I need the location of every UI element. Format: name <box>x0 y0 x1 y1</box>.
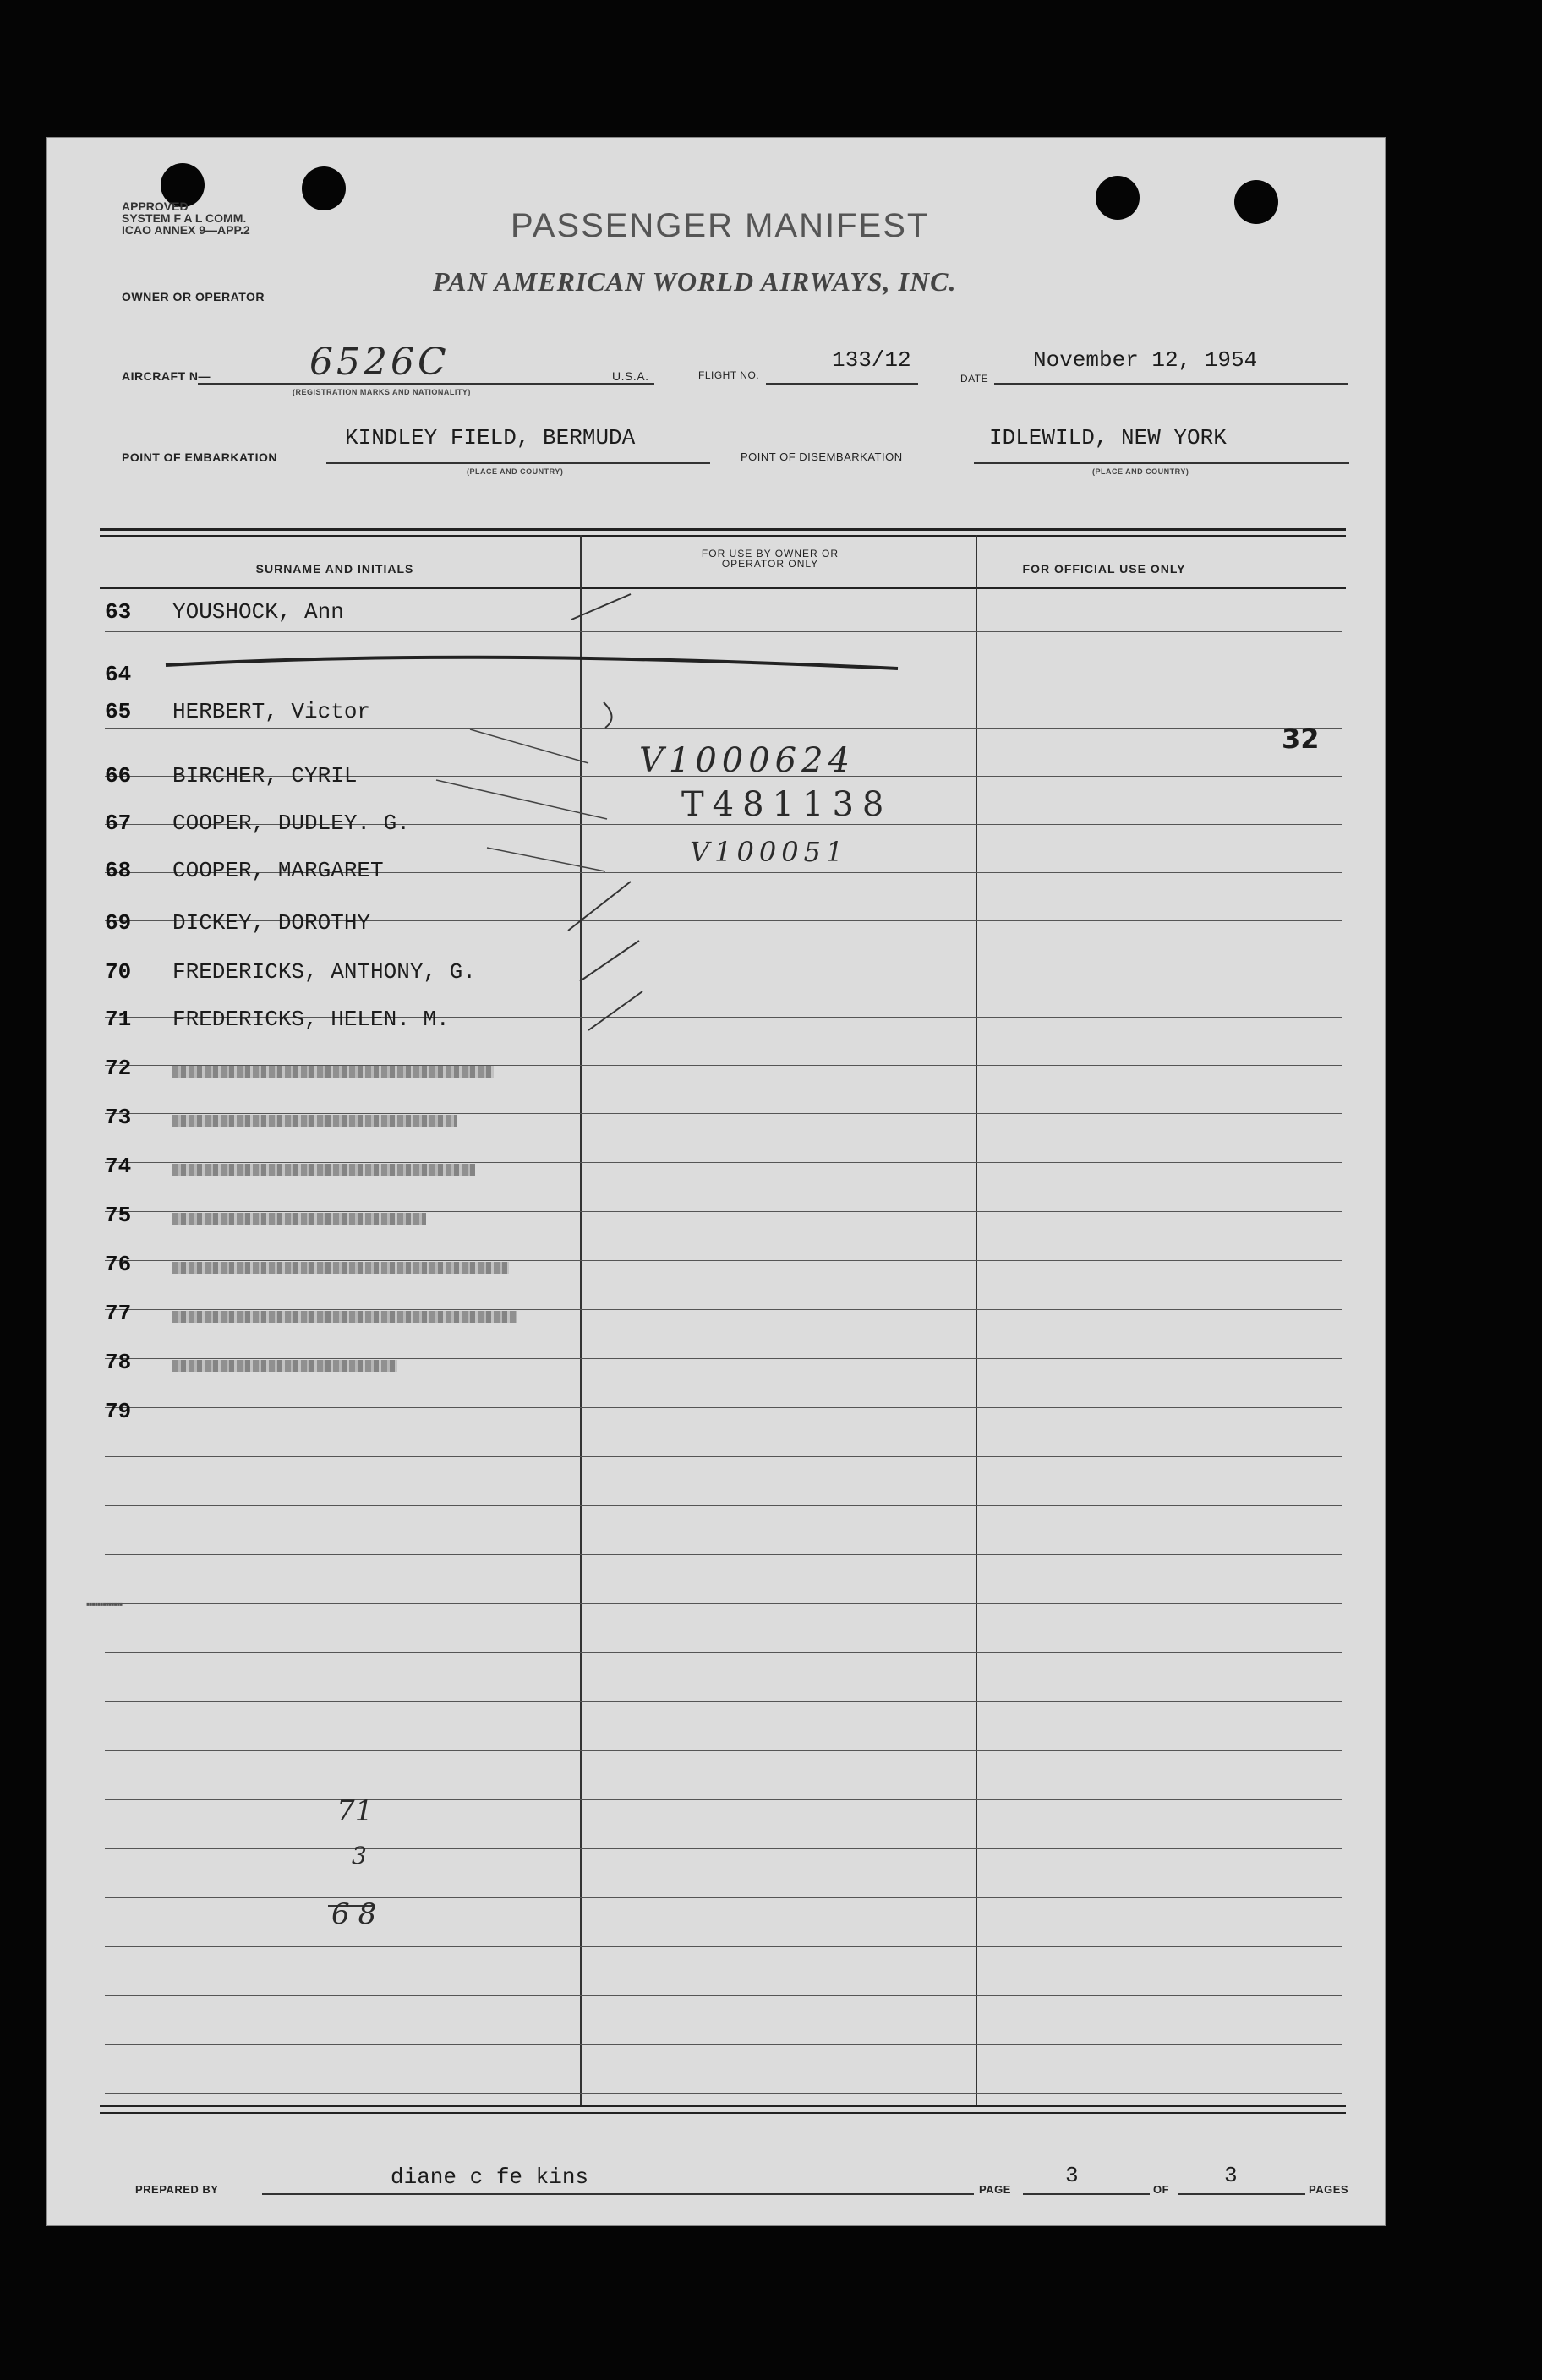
page-title: PASSENGER MANIFEST <box>511 207 930 244</box>
prepared-by-underline <box>262 2193 974 2195</box>
passenger-name: DICKEY, DOROTHY <box>172 910 371 936</box>
disembarkation-value: IDLEWILD, NEW YORK <box>989 425 1227 450</box>
pencil-stroke <box>487 848 605 871</box>
flight-value: 133/12 <box>832 347 911 373</box>
tally-top: 71 <box>336 1794 374 1828</box>
check-mark <box>580 941 639 981</box>
row-number: 66 <box>105 763 132 789</box>
check-mark <box>604 702 612 728</box>
disembarkation-label: POINT OF DISEMBARKATION <box>741 450 903 463</box>
official-count: 32 <box>1282 723 1320 755</box>
disembarkation-caption: (PLACE AND COUNTRY) <box>1092 467 1189 476</box>
pencil-stroke <box>470 729 588 763</box>
owner-entry: V100051 <box>690 836 849 868</box>
strike-through-line <box>166 658 898 669</box>
pencil-stroke <box>436 780 607 819</box>
owner-entry: T481138 <box>681 785 893 824</box>
row-number: 67 <box>105 811 132 836</box>
approval-line: SYSTEM F A L COMM. <box>122 211 247 225</box>
table-bottom-rule <box>100 2112 1346 2114</box>
row-number: 79 <box>105 1399 132 1424</box>
date-label: DATE <box>960 373 989 385</box>
row-number: 71 <box>105 1007 132 1032</box>
pages-label: PAGES <box>1309 2183 1349 2196</box>
row-number: 76 <box>105 1252 132 1277</box>
usa-label: U.S.A. <box>612 369 649 383</box>
row-number: 74 <box>105 1154 132 1179</box>
passenger-name: BIRCHER, CYRIL <box>172 763 358 789</box>
row-number: 77 <box>105 1301 132 1326</box>
page-value: 3 <box>1065 2163 1079 2188</box>
prepared-by-label: PREPARED BY <box>135 2183 219 2196</box>
check-mark <box>588 991 642 1030</box>
row-number: 70 <box>105 959 132 985</box>
flight-label: FLIGHT NO. <box>698 369 760 381</box>
row-number: 78 <box>105 1350 132 1375</box>
passenger-name: FREDERICKS, HELEN. M. <box>172 1007 450 1032</box>
embarkation-caption: (PLACE AND COUNTRY) <box>467 467 564 476</box>
owner-label: OWNER OR OPERATOR <box>122 290 265 303</box>
table-bottom-rule <box>100 2105 1346 2107</box>
embarkation-value: KINDLEY FIELD, BERMUDA <box>345 425 636 450</box>
scan-artifact: ▪▪▪▪▪▪▪▪▪▪▪▪▪ <box>86 1598 123 1610</box>
owner-value: PAN AMERICAN WORLD AIRWAYS, INC. <box>433 266 957 297</box>
column-header-surname: SURNAME AND INITIALS <box>255 562 414 576</box>
row-number: 63 <box>105 599 132 625</box>
handwritten-marks <box>47 138 1385 2225</box>
column-header-owner-use: FOR USE BY OWNER OR OPERATOR ONLY <box>701 548 839 570</box>
passenger-name: YOUSHOCK, Ann <box>172 599 344 625</box>
tally-middle: 3 <box>352 1842 367 1870</box>
aircraft-value: 6526C <box>309 341 450 384</box>
passenger-name: COOPER, MARGARET <box>172 858 384 883</box>
passenger-name: HERBERT, Victor <box>172 699 371 724</box>
row-number: 73 <box>105 1105 132 1130</box>
date-value: November 12, 1954 <box>1033 347 1258 373</box>
row-number: 69 <box>105 910 132 936</box>
embarkation-label: POINT OF EMBARKATION <box>122 450 277 464</box>
passenger-name: FREDERICKS, ANTHONY, G. <box>172 959 476 985</box>
of-underline <box>1178 2193 1305 2195</box>
prepared-by-value: diane c fe kins <box>391 2164 589 2190</box>
passenger-name: COOPER, DUDLEY. G. <box>172 811 410 836</box>
column-header-official-use: FOR OFFICIAL USE ONLY <box>1022 562 1186 576</box>
row-number: 75 <box>105 1203 132 1228</box>
owner-entry: V1000624 <box>639 741 856 780</box>
row-number: 64 <box>105 662 132 687</box>
row-number: 72 <box>105 1056 132 1081</box>
approval-line: APPROVED <box>122 199 189 213</box>
approval-line: ICAO ANNEX 9—APP.2 <box>122 223 250 237</box>
of-value: 3 <box>1224 2163 1238 2188</box>
manifest-sheet <box>47 138 1385 2225</box>
aircraft-caption: (REGISTRATION MARKS AND NATIONALITY) <box>293 388 471 396</box>
of-label: OF <box>1153 2183 1170 2196</box>
row-number: 65 <box>105 699 132 724</box>
page-underline <box>1023 2193 1150 2195</box>
page-label: PAGE <box>979 2183 1011 2196</box>
row-number: 68 <box>105 858 132 883</box>
aircraft-label: AIRCRAFT N— <box>122 369 211 383</box>
tally-bottom: 68 <box>331 1897 386 1931</box>
check-mark <box>571 594 631 620</box>
check-mark <box>568 882 631 931</box>
